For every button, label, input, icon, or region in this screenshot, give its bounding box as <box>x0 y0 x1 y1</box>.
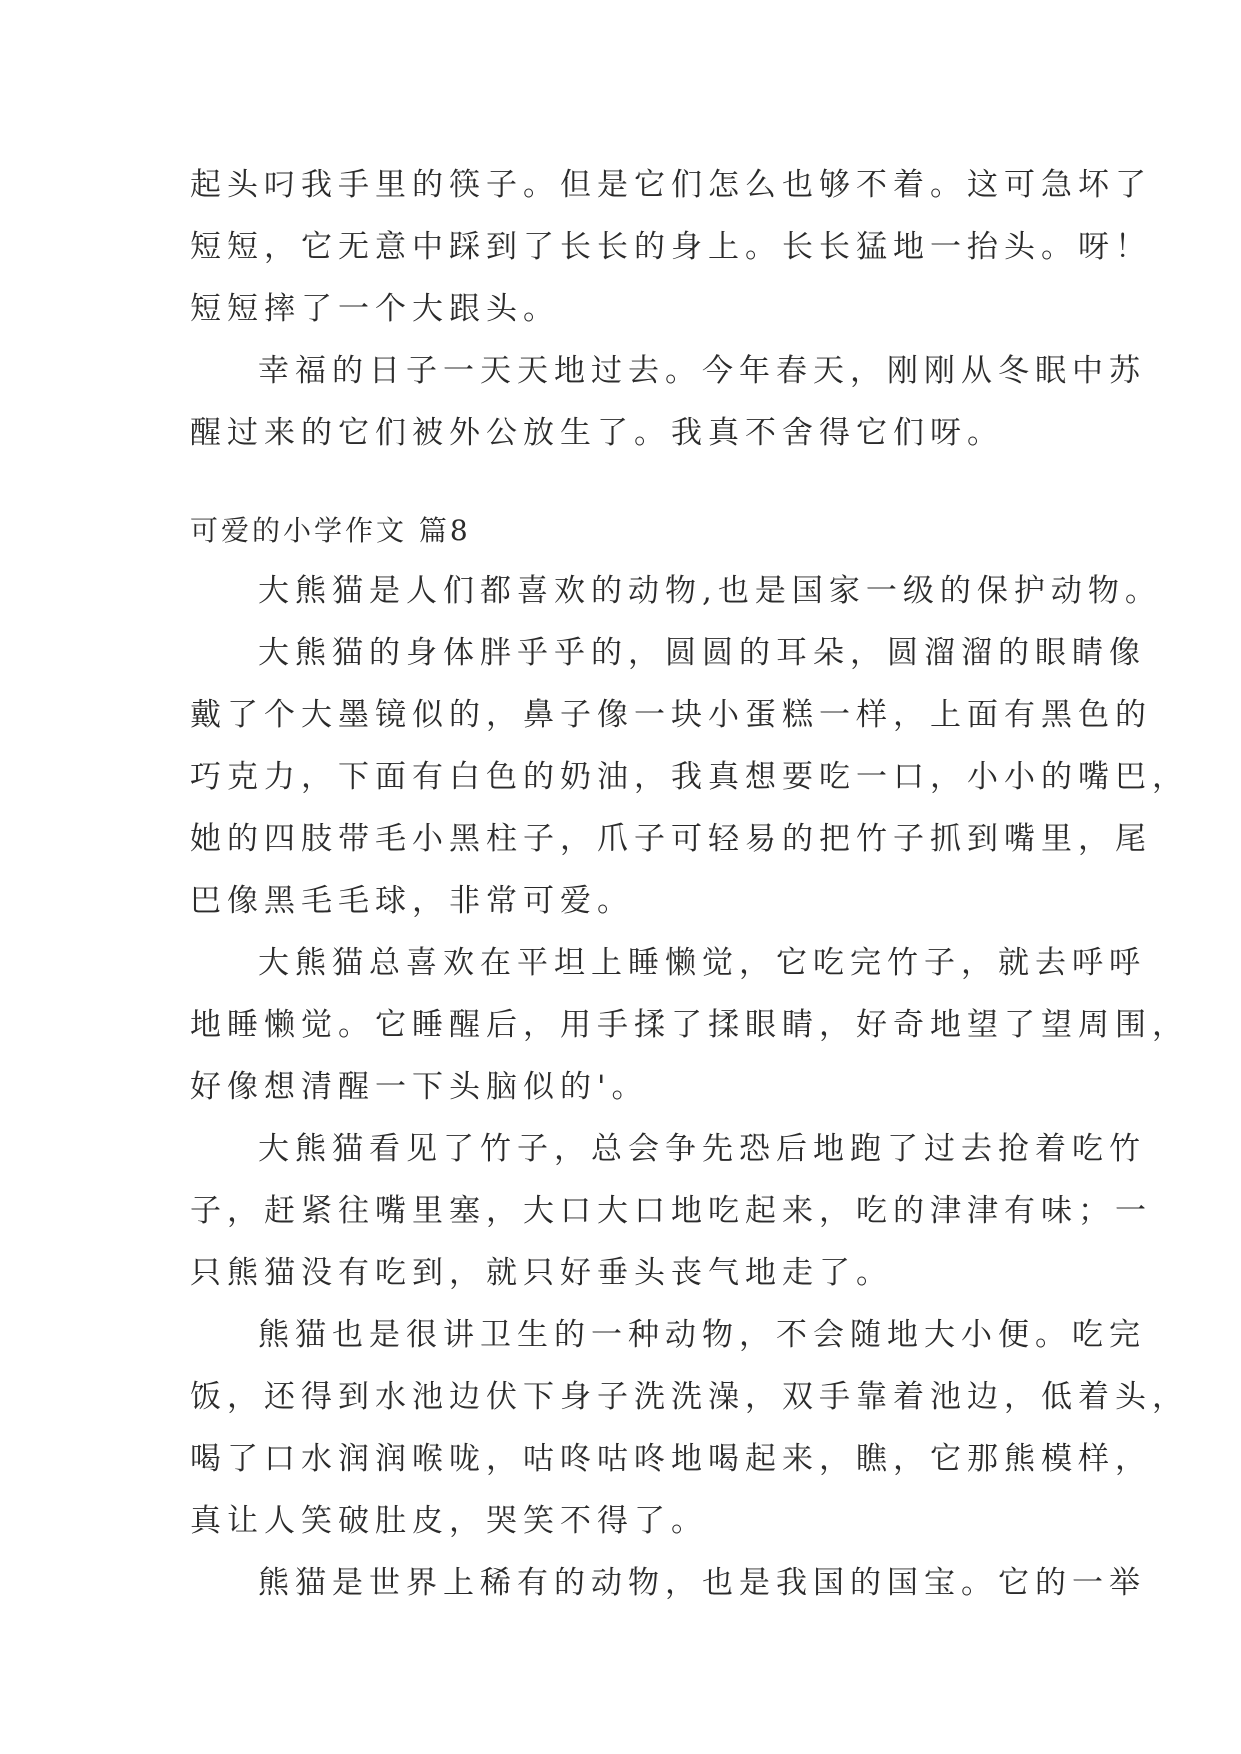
text-line: 子，赶紧往嘴里塞，大口大口地吃起来，吃的津津有味；一 <box>190 1193 1152 1229</box>
text-line: 醒过来的它们被外公放生了。我真不舍得它们呀。 <box>190 415 1004 451</box>
text-line: 大熊猫看见了竹子，总会争先恐后地跑了过去抢着吃竹 <box>258 1131 1146 1167</box>
paragraph <box>190 1118 1152 1304</box>
text-line: 熊猫也是很讲卫生的一种动物，不会随地大小便。吃完 <box>258 1317 1146 1353</box>
paragraph <box>190 560 1162 622</box>
text-line: 起头叼我手里的筷子。但是它们怎么也够不着。这可急坏了 <box>190 167 1152 203</box>
text-line: 她的四肢带毛小黑柱子，爪子可轻易的把竹子抓到嘴里，尾 <box>190 821 1152 857</box>
paragraph <box>190 622 1189 932</box>
text-line: 地睡懒觉。它睡醒后，用手揉了揉眼睛，好奇地望了望周围， <box>190 1007 1189 1043</box>
text-line: 只熊猫没有吃到，就只好垂头丧气地走了。 <box>190 1255 893 1291</box>
paragraph <box>190 1304 1189 1552</box>
top-text-block <box>190 154 1152 464</box>
paragraph <box>190 1552 1146 1614</box>
text-line: 喝了口水润润喉咙，咕咚咕咚地喝起来，瞧，它那熊模样， <box>190 1441 1152 1477</box>
text-line: 幸福的日子一天天地过去。今年春天，刚刚从冬眠中苏 <box>258 353 1146 389</box>
text-line: 短短，它无意中踩到了长长的身上。长长猛地一抬头。呀！ <box>190 229 1152 265</box>
text-line: 大熊猫总喜欢在平坦上睡懒觉，它吃完竹子，就去呼呼 <box>258 945 1146 981</box>
paragraph <box>190 340 1146 464</box>
text-line: 熊猫是世界上稀有的动物，也是我国的国宝。它的一举 <box>258 1565 1146 1601</box>
text-line: 大熊猫的身体胖乎乎的，圆圆的耳朵，圆溜溜的眼睛像 <box>258 635 1146 671</box>
text-line: 巴像黑毛毛球，非常可爱。 <box>190 883 634 919</box>
paragraph <box>190 932 1189 1118</box>
text-line: 真让人笑破肚皮，哭笑不得了。 <box>190 1503 708 1539</box>
text-line: 戴了个大墨镜似的，鼻子像一块小蛋糕一样，上面有黑色的 <box>190 697 1152 733</box>
bottom-text-block <box>190 560 1189 1614</box>
paragraph <box>190 154 1152 340</box>
text-line: 好像想清醒一下头脑似的'。 <box>190 1069 649 1105</box>
text-line: 短短摔了一个大跟头。 <box>190 291 560 327</box>
text-line: 巧克力，下面有白色的奶油，我真想要吃一口，小小的嘴巴， <box>190 759 1189 795</box>
text-line: 大熊猫是人们都喜欢的动物,也是国家一级的保护动物。 <box>258 573 1162 609</box>
text-line: 饭，还得到水池边伏下身子洗洗澡，双手靠着池边，低着头， <box>190 1379 1189 1415</box>
section-title: 可爱的小学作文 篇8 <box>190 514 471 547</box>
